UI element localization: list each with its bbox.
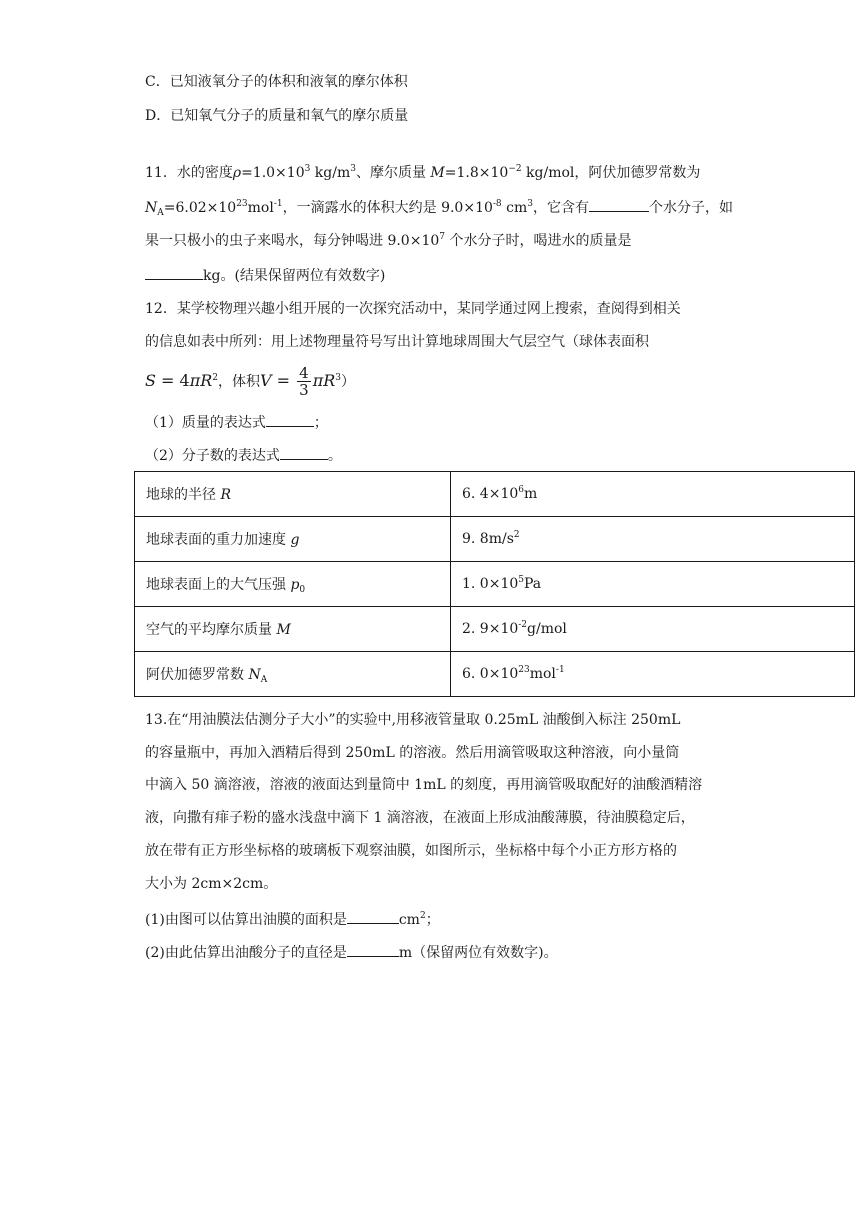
table-row [135, 607, 855, 652]
answer-blank[interactable] [589, 197, 649, 212]
table-row [135, 562, 855, 607]
fraction: $\frac{4}{3}$ [299, 364, 309, 399]
answer-blank[interactable] [280, 445, 328, 460]
q11-line-4: kg。(结果保留两位有效数字) [145, 265, 385, 286]
q13-line-4: 液，向撒有痱子粉的盛水浅盘中滴下 1 滴溶液，在液面上形成油酸薄膜，待油膜稳定后， [145, 810, 695, 826]
q13-sub-1: (1)由图可以估算出油膜的面积是 $cm^2$； [145, 911, 440, 928]
answer-blank[interactable] [347, 942, 399, 957]
quantity-cell: 地球的半径 R [135, 472, 451, 517]
quantity-cell: 空气的平均摩尔质量 M [135, 607, 451, 652]
quantity-cell: 地球表面的重力加速度 g [135, 517, 451, 562]
q11-line-3: 果一只极小的虫子来喝水，每分钟喝进 $9.0\times 10^7$ 个水分子时，喝进水的质量是 [145, 232, 632, 249]
q13-line-5: 放在带有正方形坐标格的玻璃板下观察油膜，如图所示，坐标格中每个小正方形方格的 [145, 843, 677, 859]
q13-line-2: 的容量瓶中，再加入酒精后得到 250mL 的溶液。然后用滴管吸取这种溶液，向小量筒 [145, 745, 680, 761]
q12-sub-2: （2）分子数的表达式 。 [145, 445, 342, 466]
q13-sub-2: (2)由此估算出油酸分子的直径是 m（保留两位有效数字)。 [145, 942, 558, 963]
answer-blank[interactable] [347, 909, 399, 924]
q12-formula: $S = 4\pi R^2$，体积V = $\frac{4}{3}$ $\pi R^3$） [145, 364, 356, 399]
table-row [135, 652, 855, 697]
table-row [135, 472, 855, 517]
quantity-cell: 地球表面上的大气压强 $p_0$ [135, 562, 451, 607]
value-cell: 6. $0\times 10^{23}mol^{-1}$ [451, 652, 855, 697]
value-cell: 9. $8m/s^2$ [451, 517, 855, 562]
answer-blank[interactable] [145, 265, 203, 280]
quantity-cell: 阿伏加德罗常数 $N_A$ [135, 652, 451, 697]
q12-line-1: 12．某学校物理兴趣小组开展的一次探究活动中，某同学通过网上搜索，查阅得到相关 [145, 301, 681, 317]
value-cell: 6. $4\times 10^6m$ [451, 472, 855, 517]
answer-blank[interactable] [266, 412, 314, 427]
value-cell: 1. $0\times 10^5Pa$ [451, 562, 855, 607]
q11-line-1: 11．水的密度$\rho=1.0\times 10^3$ $kg/m^3$、摩尔质量 $M=1.8\times 10^{-2}$ kg/mol，阿伏加德罗常数为 [145, 164, 701, 181]
table-row [135, 517, 855, 562]
option-d: D．已知氧气分子的质量和氧气的摩尔质量 [145, 108, 409, 124]
q13-line-3: 中滴入 50 滴溶液，溶液的液面达到量筒中 1mL 的刻度，再用滴管吸取配好的油酸酒精溶 [145, 777, 703, 793]
data-table [134, 471, 855, 697]
q13-line-1: 13.在“用油膜法估测分子大小”的实验中,用移液管量取 0.25mL 油酸倒入标注 250mL [145, 712, 681, 728]
q13-line-6: 大小为 2cm×2cm。 [145, 876, 278, 892]
value-cell: 2. $9\times 10^{-2}g$/mol [451, 607, 855, 652]
option-c: C．已知液氧分子的体积和液氧的摩尔体积 [145, 74, 408, 90]
q11-line-2: $N_A=6.02\times 10^{23}mol^{-1}$，一滴露水的体积大约是 $9.0\times 10^{-8}$ $cm^3$，它含有 个水分子，如 [145, 199, 733, 218]
q12-sub-1: （1）质量的表达式 ； [145, 412, 328, 433]
q12-line-2: 的信息如表中所列：用上述物理量符号写出计算地球周围大气层空气（球体表面积 [145, 334, 649, 350]
